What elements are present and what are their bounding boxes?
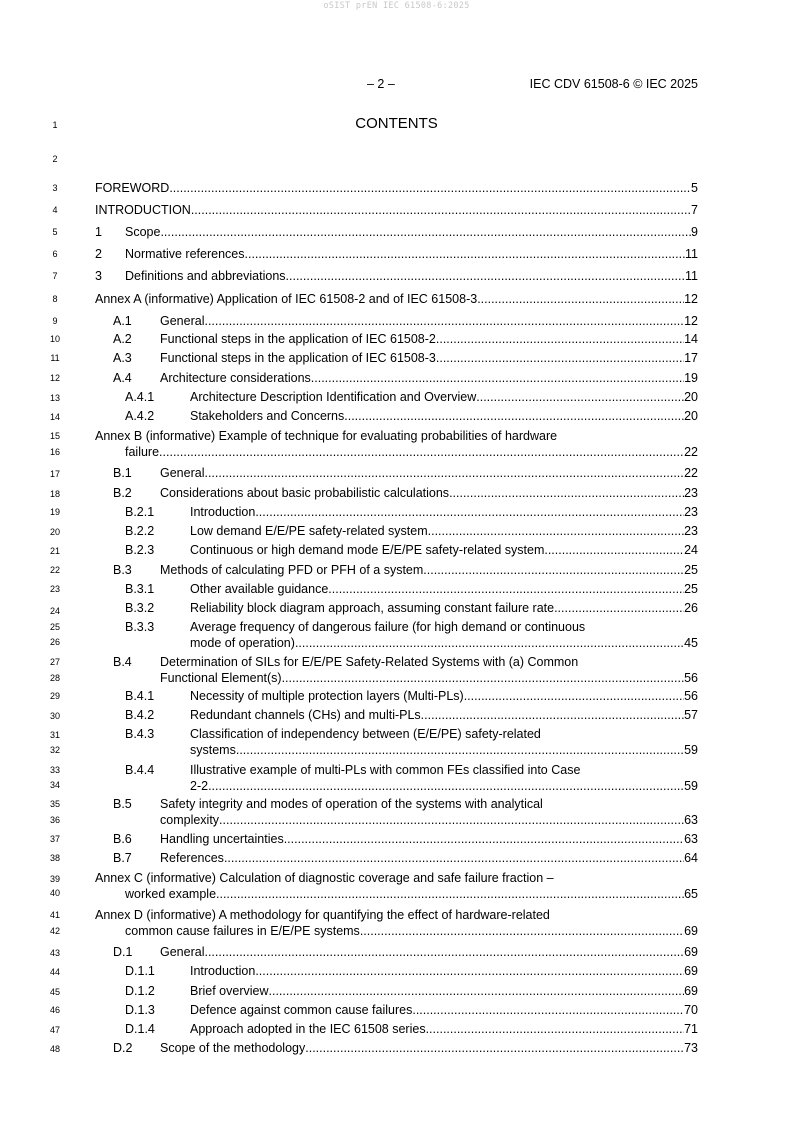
toc-entry-title: General xyxy=(160,466,205,480)
line-number: 15 xyxy=(49,431,60,441)
toc-entry-number: A.4 xyxy=(113,371,132,385)
line-number: 36 xyxy=(49,815,60,825)
line-number: 17 xyxy=(49,469,60,479)
toc-page-number: 14 xyxy=(684,332,698,346)
toc-page-number: 59 xyxy=(684,743,698,757)
line-number: 35 xyxy=(49,799,60,809)
toc-entry-number: 1 xyxy=(95,225,102,239)
dot-leader xyxy=(204,314,684,329)
toc-entry-title: FOREWORD xyxy=(95,181,170,195)
line-number: 37 xyxy=(49,834,60,844)
line-number: 12 xyxy=(49,373,60,383)
toc-entry-title: Normative references xyxy=(125,247,245,261)
line-number: 19 xyxy=(49,507,60,517)
dot-leader xyxy=(464,689,684,704)
line-number: 38 xyxy=(49,853,60,863)
page-number: – 2 – xyxy=(367,77,395,91)
toc-entry-title: Average frequency of dangerous failure (for high demand or continuous xyxy=(190,620,586,634)
toc-entry-number: B.4 xyxy=(113,655,132,669)
toc-entry-number: B.3.3 xyxy=(125,620,155,634)
toc-page-number: 25 xyxy=(684,582,698,596)
toc-page-number: 12 xyxy=(684,314,698,328)
line-number: 40 xyxy=(49,888,60,898)
line-number: 10 xyxy=(49,334,60,344)
toc-page-number: 70 xyxy=(684,1003,698,1017)
toc-entry-number: 3 xyxy=(95,269,102,283)
toc-page-number: 23 xyxy=(684,505,698,519)
toc-entry-title: Architecture Description Identification and Overview xyxy=(190,390,477,404)
dot-leader xyxy=(224,851,684,866)
toc-entry-title: Considerations about basic probabilistic calculations xyxy=(160,486,450,500)
toc-entry-number: A.4.2 xyxy=(125,409,155,423)
toc-entry-title: Definitions and abbreviations xyxy=(125,269,286,283)
line-number: 44 xyxy=(49,967,60,977)
line-number: 48 xyxy=(49,1044,60,1054)
toc-page-number: 23 xyxy=(684,524,698,538)
dot-leader xyxy=(191,203,691,218)
toc-page-number: 9 xyxy=(691,225,698,239)
toc-entry-title: Illustrative example of multi-PLs with common FEs classified into Case xyxy=(190,763,581,777)
toc-entry-number: D.2 xyxy=(113,1041,133,1055)
toc-entry-number: B.6 xyxy=(113,832,132,846)
toc-entry-title: Reliability block diagram approach, assuming constant failure rate xyxy=(190,601,555,615)
dot-leader xyxy=(305,1041,684,1056)
dot-leader xyxy=(282,671,685,686)
dot-leader xyxy=(544,543,684,558)
line-number: 4 xyxy=(52,205,58,215)
line-number: 18 xyxy=(49,489,60,499)
line-number: 5 xyxy=(52,227,58,237)
toc-entry-title-continuation: mode of operation) xyxy=(190,636,295,650)
toc-page-number: 59 xyxy=(684,779,698,793)
toc-entry-number: A.4.1 xyxy=(125,390,155,404)
line-number: 47 xyxy=(49,1025,60,1035)
toc-entry-number: B.5 xyxy=(113,797,132,811)
toc-entry-number: B.2.2 xyxy=(125,524,155,538)
standard-reference: IEC CDV 61508-6 © IEC 2025 xyxy=(529,77,698,91)
toc-page-number: 69 xyxy=(684,964,698,978)
toc-entry-number: A.1 xyxy=(113,314,132,328)
dot-leader xyxy=(286,269,685,284)
toc-page-number: 63 xyxy=(684,832,698,846)
toc-page-number: 12 xyxy=(684,292,698,306)
toc-entry-number: B.2.3 xyxy=(125,543,155,557)
toc-entry-number: A.2 xyxy=(113,332,132,346)
dot-leader xyxy=(344,409,684,424)
document-watermark: oSIST prEN IEC 61508-6:2025 xyxy=(323,1,470,11)
dot-leader xyxy=(436,332,684,347)
toc-entry-title: References xyxy=(160,851,224,865)
toc-page-number: 56 xyxy=(684,671,698,685)
line-number: 16 xyxy=(49,447,60,457)
line-number: 6 xyxy=(52,249,58,259)
toc-page-number: 23 xyxy=(684,486,698,500)
toc-entry-title: General xyxy=(160,314,205,328)
dot-leader xyxy=(159,445,684,460)
toc-entry-number: D.1.1 xyxy=(125,964,155,978)
line-number: 11 xyxy=(50,353,60,363)
dot-leader xyxy=(255,964,684,979)
toc-page-number: 22 xyxy=(684,445,698,459)
toc-entry-number: B.2 xyxy=(113,486,132,500)
line-number: 8 xyxy=(52,294,58,304)
dot-leader xyxy=(554,601,684,616)
toc-entry-number: 2 xyxy=(95,247,102,261)
toc-entry-title: Scope xyxy=(125,225,161,239)
line-number: 14 xyxy=(49,412,60,422)
dot-leader xyxy=(219,813,684,828)
toc-entry-title-continuation: failure xyxy=(125,445,160,459)
line-number: 39 xyxy=(49,874,60,884)
dot-leader xyxy=(208,779,684,794)
dot-leader xyxy=(160,225,691,240)
line-number: 21 xyxy=(49,546,60,556)
toc-entry-title: General xyxy=(160,945,205,959)
toc-page-number: 57 xyxy=(684,708,698,722)
toc-entry-number: A.3 xyxy=(113,351,132,365)
line-number: 27 xyxy=(49,657,60,667)
toc-entry-number: B.1 xyxy=(113,466,132,480)
toc-entry-title: Low demand E/E/PE safety-related system xyxy=(190,524,428,538)
toc-entry-number: B.4.3 xyxy=(125,727,155,741)
line-number: 41 xyxy=(49,910,60,920)
dot-leader xyxy=(169,181,691,196)
dot-leader xyxy=(477,292,684,307)
line-number: 29 xyxy=(49,691,60,701)
toc-page-number: 64 xyxy=(684,851,698,865)
line-number: 28 xyxy=(49,673,60,683)
toc-entry-title: Safety integrity and modes of operation of the systems with analytical xyxy=(160,797,543,811)
line-number: 22 xyxy=(49,565,60,575)
line-number: 24 xyxy=(49,606,60,616)
line-number: 30 xyxy=(49,711,60,721)
dot-leader xyxy=(360,924,684,939)
toc-entry-title: Necessity of multiple protection layers (Multi-PLs) xyxy=(190,689,464,703)
dot-leader xyxy=(421,708,684,723)
line-number: 23 xyxy=(49,584,60,594)
line-number: 42 xyxy=(49,926,60,936)
toc-page-number: 69 xyxy=(684,945,698,959)
toc-entry-title: Scope of the methodology xyxy=(160,1041,306,1055)
toc-entry-number: B.3.2 xyxy=(125,601,155,615)
toc-page-number: 20 xyxy=(684,390,698,404)
toc-page-number: 26 xyxy=(684,601,698,615)
line-number: 20 xyxy=(49,527,60,537)
toc-entry-title: Methods of calculating PFD or PFH of a system xyxy=(160,563,424,577)
toc-entry-title-continuation: common cause failures in E/E/PE systems xyxy=(125,924,360,938)
toc-entry-title: Handling uncertainties xyxy=(160,832,284,846)
dot-leader xyxy=(236,743,684,758)
line-number: 33 xyxy=(49,765,60,775)
dot-leader xyxy=(204,466,684,481)
toc-entry-title: Stakeholders and Concerns xyxy=(190,409,345,423)
toc-page-number: 71 xyxy=(684,1022,698,1036)
toc-entry-title: Introduction xyxy=(190,964,256,978)
toc-page-number: 11 xyxy=(685,269,698,283)
toc-entry-title: Annex A (informative) Application of IEC 61508-2 and of IEC 61508-3 xyxy=(95,292,478,306)
toc-entry-number: B.3.1 xyxy=(125,582,155,596)
toc-entry-number: B.4.1 xyxy=(125,689,155,703)
toc-entry-title: INTRODUCTION xyxy=(95,203,191,217)
toc-entry-title: Classification of independency between (E/E/PE) safety-related xyxy=(190,727,541,741)
toc-page-number: 24 xyxy=(684,543,698,557)
dot-leader xyxy=(412,1003,684,1018)
contents-title: CONTENTS xyxy=(355,115,438,132)
toc-entry-number: B.4.2 xyxy=(125,708,155,722)
toc-entry-number: B.7 xyxy=(113,851,132,865)
toc-entry-title-continuation: systems xyxy=(190,743,236,757)
toc-entry-title: Annex D (informative) A methodology for quantifying the effect of hardware-related xyxy=(95,908,550,922)
toc-entry-number: B.2.1 xyxy=(125,505,155,519)
toc-entry-title: Functional steps in the application of IEC 61508-3 xyxy=(160,351,436,365)
line-number: 1 xyxy=(52,120,58,130)
toc-entry-title: Other available guidance xyxy=(190,582,329,596)
toc-entry-title-continuation: complexity xyxy=(160,813,220,827)
toc-entry-title: Redundant channels (CHs) and multi-PLs xyxy=(190,708,421,722)
line-number: 26 xyxy=(49,637,60,647)
line-number: 2 xyxy=(52,154,58,164)
page-header xyxy=(0,77,793,93)
line-number: 43 xyxy=(49,948,60,958)
toc-entry-number: D.1.2 xyxy=(125,984,155,998)
toc-page-number: 19 xyxy=(684,371,698,385)
toc-page-number: 63 xyxy=(684,813,698,827)
dot-leader xyxy=(311,371,684,386)
toc-entry-title: Annex C (informative) Calculation of diagnostic coverage and safe failure fraction – xyxy=(95,871,554,885)
line-number: 46 xyxy=(49,1005,60,1015)
toc-entry-title-continuation: worked example xyxy=(125,887,217,901)
dot-leader xyxy=(295,636,684,651)
line-number: 45 xyxy=(49,987,60,997)
toc-entry-title: Introduction xyxy=(190,505,256,519)
toc-entry-number: B.4.4 xyxy=(125,763,155,777)
toc-entry-title: Annex B (informative) Example of technique for evaluating probabilities of hardware xyxy=(95,429,558,443)
toc-entry-title: Brief overview xyxy=(190,984,269,998)
toc-page-number: 65 xyxy=(684,887,698,901)
toc-entry-title: Architecture considerations xyxy=(160,371,311,385)
toc-entry-title: Approach adopted in the IEC 61508 series xyxy=(190,1022,426,1036)
line-number: 25 xyxy=(49,622,60,632)
line-number: 7 xyxy=(52,271,58,281)
toc-entry-title-continuation: Functional Element(s) xyxy=(160,671,282,685)
line-number: 31 xyxy=(49,730,60,740)
toc-page-number: 25 xyxy=(684,563,698,577)
toc-entry-number: D.1.4 xyxy=(125,1022,155,1036)
dot-leader xyxy=(428,524,684,539)
dot-leader xyxy=(436,351,684,366)
dot-leader xyxy=(204,945,684,960)
line-number: 34 xyxy=(49,780,60,790)
toc-entry-number: D.1.3 xyxy=(125,1003,155,1017)
toc-entry-title-continuation: 2-2 xyxy=(190,779,209,793)
dot-leader xyxy=(476,390,684,405)
dot-leader xyxy=(449,486,684,501)
dot-leader xyxy=(284,832,684,847)
toc-page-number: 45 xyxy=(684,636,698,650)
toc-page-number: 5 xyxy=(691,181,698,195)
toc-entry-title: Determination of SILs for E/E/PE Safety-Related Systems with (a) Common xyxy=(160,655,579,669)
toc-page-number: 20 xyxy=(684,409,698,423)
line-number: 9 xyxy=(52,316,58,326)
dot-leader xyxy=(255,505,684,520)
toc-page-number: 11 xyxy=(685,247,698,261)
line-number: 13 xyxy=(49,393,60,403)
toc-entry-title: Defence against common cause failures xyxy=(190,1003,413,1017)
toc-entry-title: Continuous or high demand mode E/E/PE safety-related system xyxy=(190,543,545,557)
toc-page-number: 69 xyxy=(684,984,698,998)
dot-leader xyxy=(269,984,685,999)
dot-leader xyxy=(216,887,684,902)
toc-page-number: 69 xyxy=(684,924,698,938)
dot-leader xyxy=(328,582,684,597)
toc-page-number: 22 xyxy=(684,466,698,480)
toc-entry-title: Functional steps in the application of IEC 61508-2 xyxy=(160,332,436,346)
toc-page-number: 56 xyxy=(684,689,698,703)
toc-entry-number: B.3 xyxy=(113,563,132,577)
toc-entry-number: D.1 xyxy=(113,945,133,959)
line-number: 32 xyxy=(49,745,60,755)
toc-page-number: 17 xyxy=(684,351,698,365)
toc-page-number: 73 xyxy=(684,1041,698,1055)
line-number: 3 xyxy=(52,183,58,193)
dot-leader xyxy=(426,1022,685,1037)
toc-page-number: 7 xyxy=(691,203,698,217)
dot-leader xyxy=(423,563,684,578)
dot-leader xyxy=(245,247,686,262)
